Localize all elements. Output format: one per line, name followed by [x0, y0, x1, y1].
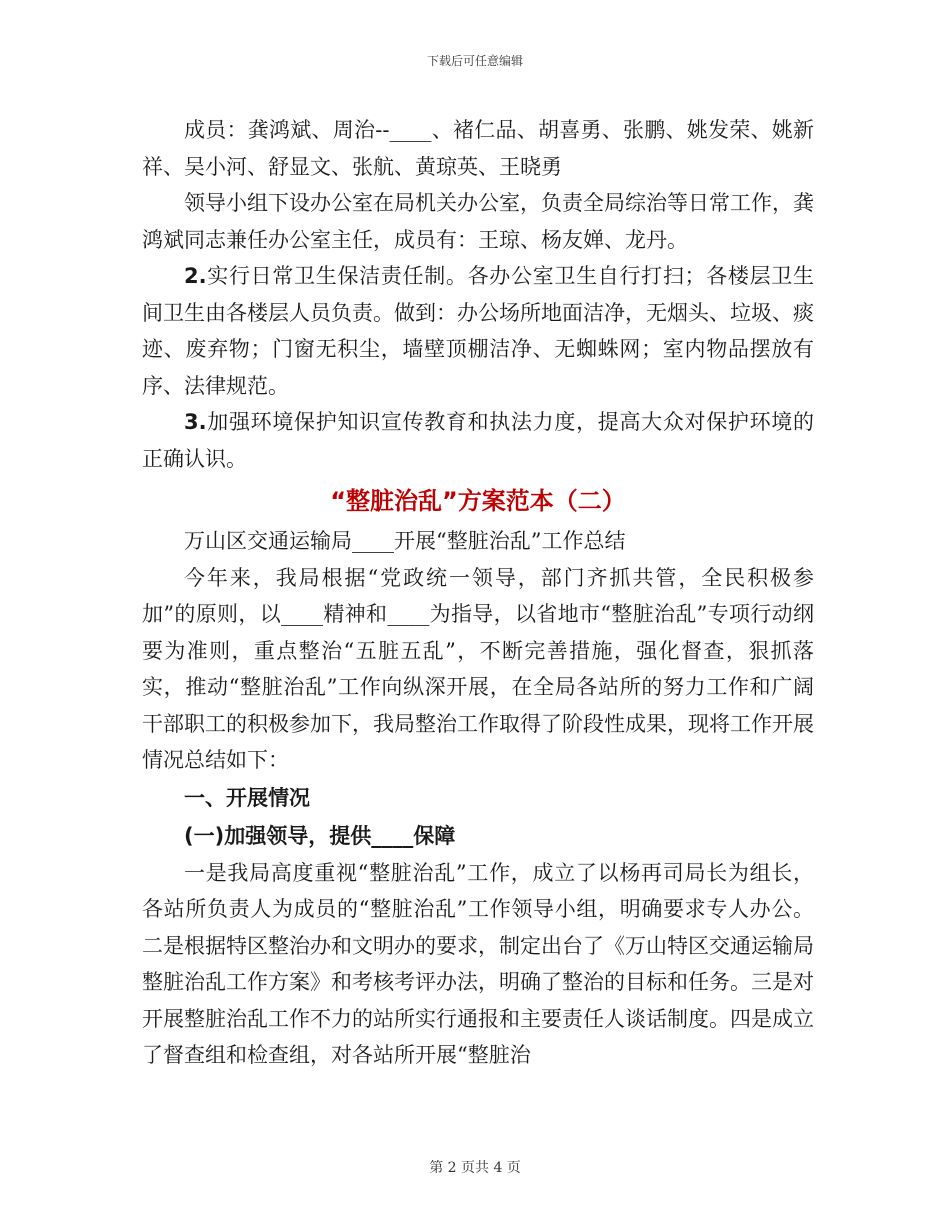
heading-level-2: (一)加强领导，提供____保障: [184, 823, 456, 848]
item-2-number: 2.: [184, 264, 207, 288]
section-subtitle: 万山区交通运输局____开展“整脏治乱”工作总结: [184, 529, 626, 553]
item-3-text: 加强环境保护知识宣传教育和执法力度，提高大众对保护环境的正确认识。: [142, 410, 814, 471]
item-2-paragraph: [142, 258, 814, 404]
page-header: 下载后可任意编辑: [426, 54, 523, 68]
item-2-text: 实行日常卫生保洁责任制。各办公室卫生自行打扫；各楼层卫生间卫生由各楼层人员负责。做到：办公场所地面洁净，无烟头、垃圾、痰迹、废弃物；门窗无积尘，墙壁顶棚洁净、无蜘蛛网；室内物品摆放有序、法律规范。: [142, 264, 814, 398]
item-3-paragraph: [142, 404, 814, 477]
office-paragraph: 领导小组下设办公室在局机关办公室，负责全局综治等日常工作，龚鸿斌同志兼任办公室主任，成员有：王琼、杨友婵、龙丹。: [142, 191, 814, 252]
intro-paragraph: 今年来，我局根据“党政统一领导，部门齐抓共管，全民积极参加”的原则，以____精神和____为指导，以省地市“整脏治乱”专项行动纲要为准则，重点整治“五脏五乱”，不断完善措施，强化督查，狠抓落实，推动“整脏治乱”工作向纵深开展，在全局各站所的努力工作和广阔干部职工的积极参加下，我局整治工作取得了阶段性成果，现将工作开展情况总结如下：: [142, 565, 814, 772]
document-body: [142, 112, 814, 1074]
item-3-number: 3.: [184, 410, 207, 434]
body-paragraph: 一是我局高度重视“整脏治乱”工作，成立了以杨再司局长为组长，各站所负责人为成员的“整脏治乱”工作领导小组，明确要求专人办公。二是根据特区整治办和文明办的要求，制定出台了《万山特区交通运输局整脏治乱工作方案》和考核考评办法，明确了整治的目标和任务。三是对开展整脏治乱工作不力的站所实行通报和主要责任人谈话制度。四是成立了督查组和检查组，对各站所开展“整脏治: [142, 860, 814, 1067]
heading-level-1: 一、开展情况: [184, 785, 310, 810]
page-footer: 第 2 页共 4 页: [429, 1160, 521, 1176]
section-title: “整脏治乱”方案范本（二）: [330, 487, 626, 515]
members-paragraph: 成员：龚鸿斌、周治--____、褚仁品、胡喜勇、张鹏、姚发荣、姚新祥、吴小河、舒显文、张航、黄琼英、王晓勇: [142, 118, 814, 179]
